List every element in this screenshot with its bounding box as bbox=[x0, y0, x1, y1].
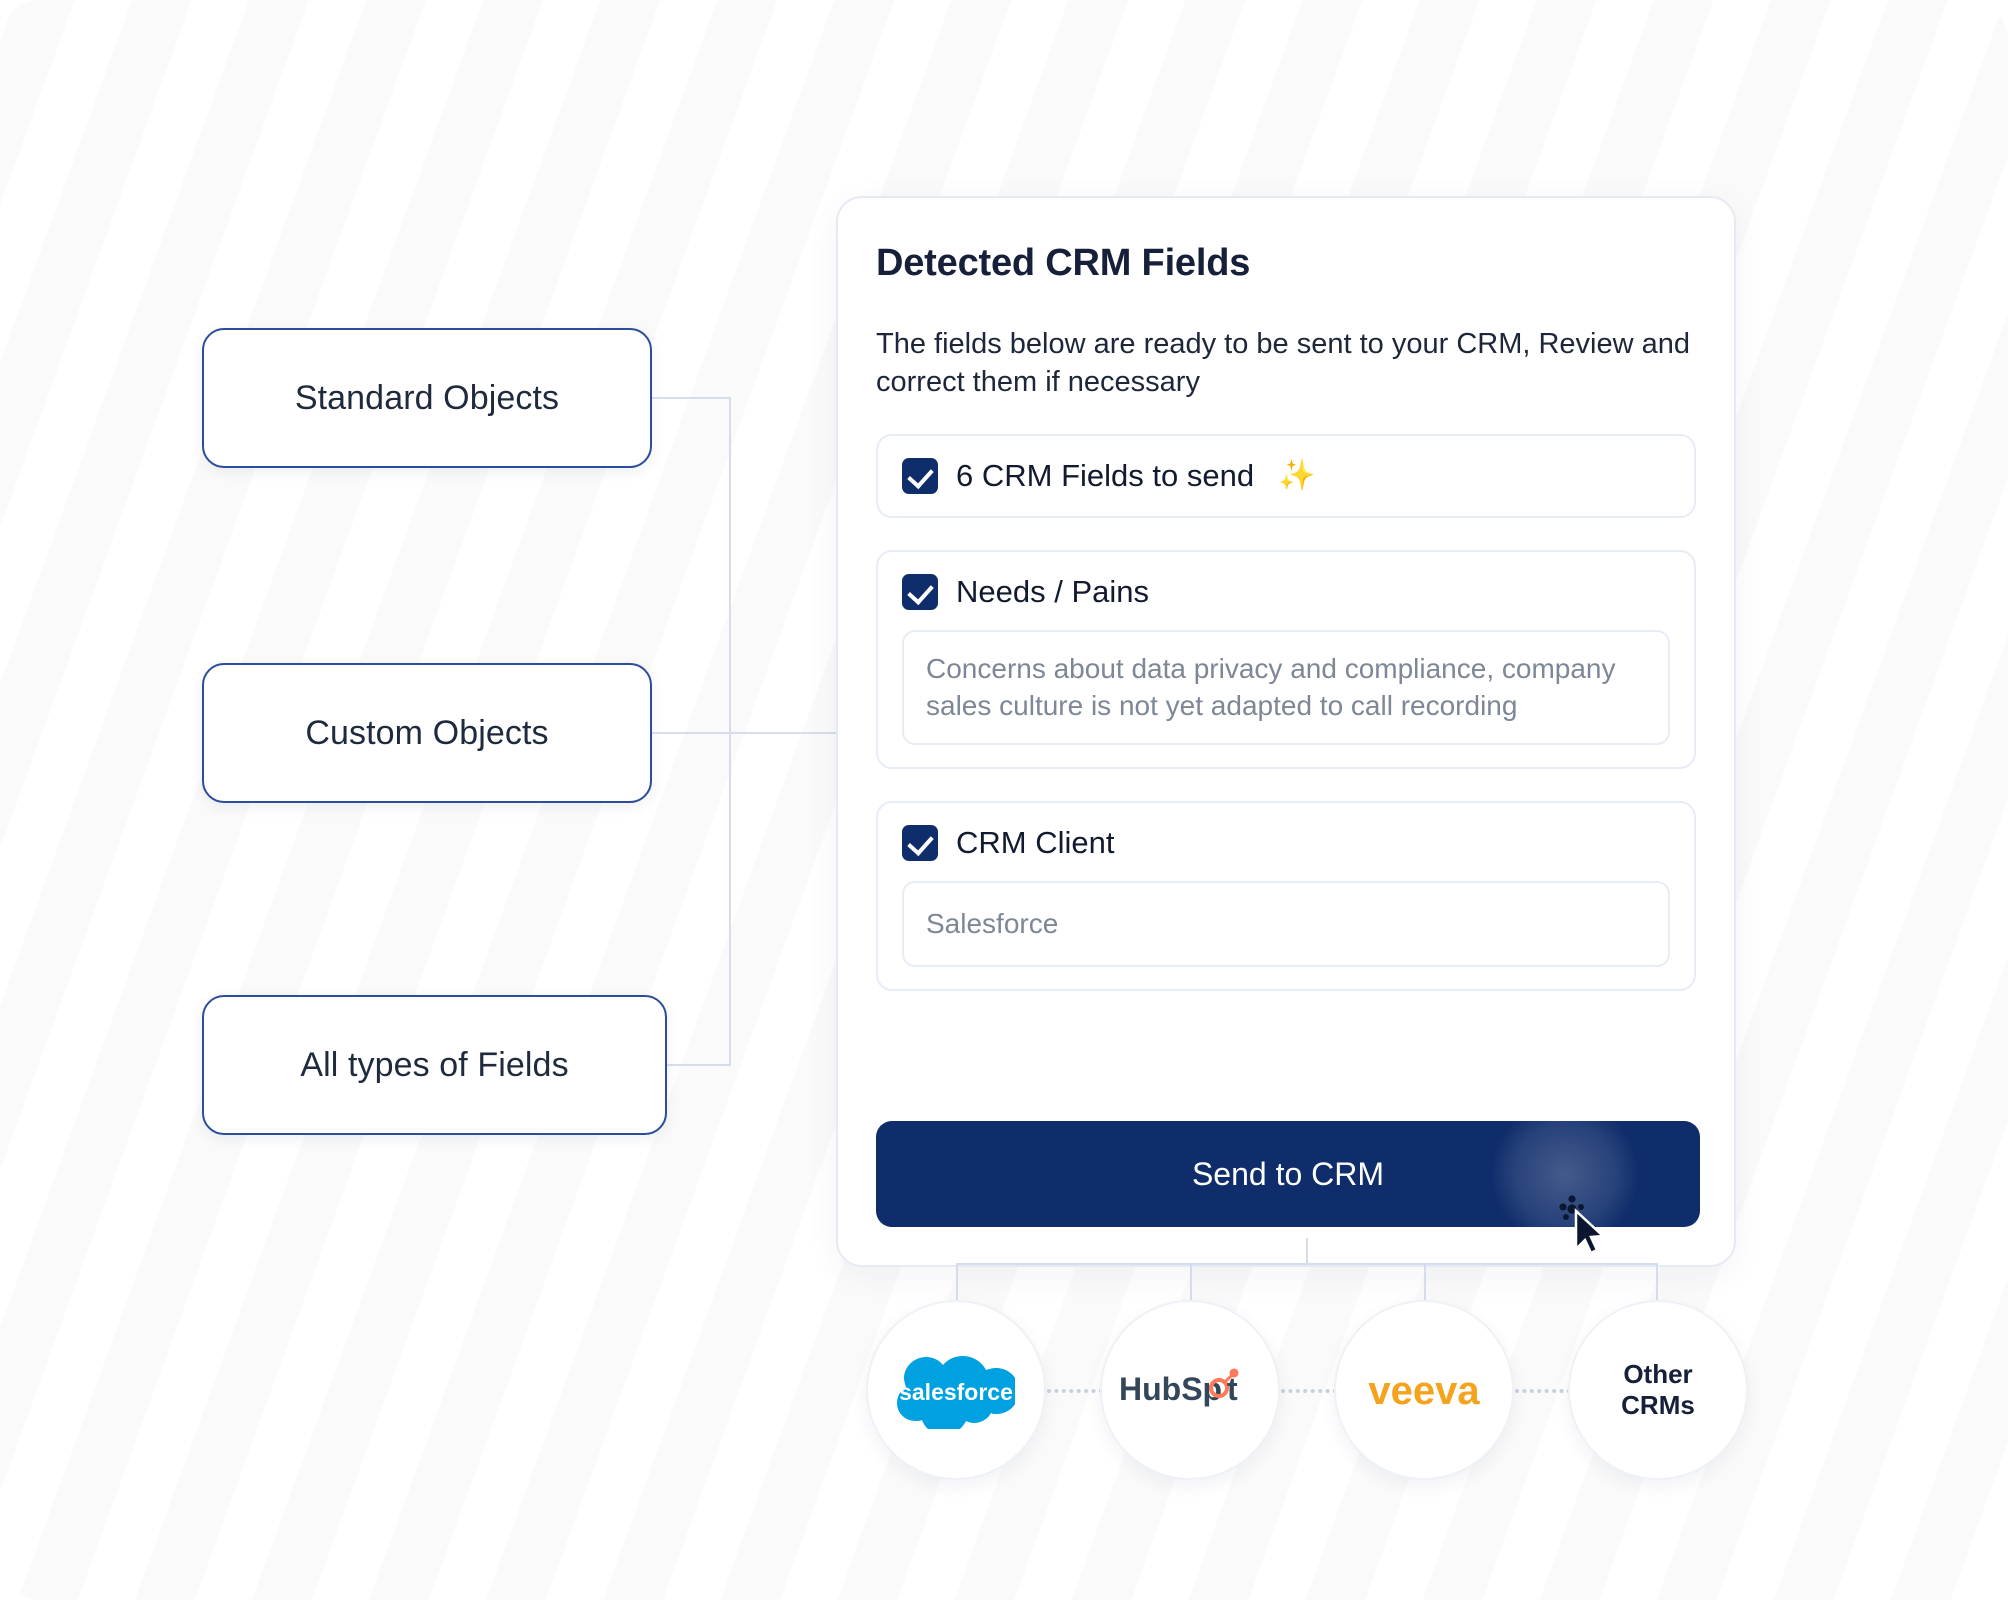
send-to-crm-label: Send to CRM bbox=[1191, 1155, 1385, 1192]
field-label: 6 CRM Fields to send bbox=[956, 457, 1255, 493]
dotted-link bbox=[1047, 1389, 1103, 1393]
connector-line bbox=[1424, 1263, 1426, 1303]
connector-line bbox=[652, 397, 730, 399]
node-label: Standard Objects bbox=[294, 378, 560, 417]
connector-line bbox=[956, 1263, 958, 1303]
salesforce-wordmark: salesforce bbox=[899, 1379, 1013, 1405]
checkbox-crm-fields-to-send[interactable] bbox=[902, 458, 938, 494]
page-title: Detected CRM Fields bbox=[876, 242, 1251, 284]
other-crms-label: Other CRMs bbox=[1621, 1358, 1695, 1420]
connector-line bbox=[729, 732, 839, 734]
connector-line bbox=[667, 1064, 730, 1066]
svg-text:HubSp: HubSp bbox=[1119, 1371, 1223, 1407]
field-label: CRM Client bbox=[956, 825, 1115, 861]
crm-logo-veeva[interactable] bbox=[1334, 1300, 1514, 1480]
node-custom-objects[interactable] bbox=[202, 663, 652, 803]
detected-crm-fields-card bbox=[836, 196, 1736, 1267]
crm-logo-hubspot[interactable] bbox=[1100, 1300, 1280, 1480]
node-label: Custom Objects bbox=[305, 713, 549, 752]
connector-line bbox=[1306, 1238, 1308, 1264]
crm-logo-other[interactable] bbox=[1568, 1300, 1748, 1480]
node-label: All types of Fields bbox=[300, 1045, 569, 1084]
crm-client-input[interactable]: Salesforce bbox=[902, 881, 1670, 967]
field-label: Needs / Pains bbox=[956, 573, 1149, 609]
svg-text:veeva: veeva bbox=[1368, 1369, 1480, 1413]
field-needs-pains[interactable] bbox=[876, 550, 1696, 770]
node-all-types-of-fields[interactable] bbox=[202, 995, 667, 1135]
connector-line bbox=[1190, 1263, 1192, 1303]
mouse-cursor-icon bbox=[1552, 1185, 1622, 1255]
field-crm-fields-to-send[interactable] bbox=[876, 434, 1696, 518]
connector-line bbox=[956, 1263, 1656, 1265]
connector-line bbox=[1656, 1263, 1658, 1303]
dotted-link bbox=[1515, 1389, 1571, 1393]
dotted-link bbox=[1281, 1389, 1337, 1393]
field-crm-client[interactable] bbox=[876, 801, 1696, 991]
needs-pains-textarea[interactable]: Concerns about data privacy and compliance, company sales culture is not yet adapted to call recording bbox=[902, 630, 1670, 746]
veeva-wordmark-icon bbox=[1349, 1362, 1499, 1418]
sparkle-icon: ✨ bbox=[1278, 459, 1316, 493]
checkbox-crm-client[interactable] bbox=[902, 825, 938, 861]
node-standard-objects[interactable] bbox=[202, 328, 652, 468]
hubspot-wordmark-icon bbox=[1115, 1360, 1265, 1420]
salesforce-cloud-icon bbox=[897, 1351, 1015, 1429]
card-subtitle: The fields below are ready to be sent to your CRM, Review and correct them if necessary bbox=[876, 328, 1691, 399]
checkbox-needs-pains[interactable] bbox=[902, 574, 938, 610]
svg-text:t: t bbox=[1227, 1371, 1238, 1407]
crm-logo-salesforce[interactable] bbox=[866, 1300, 1046, 1480]
